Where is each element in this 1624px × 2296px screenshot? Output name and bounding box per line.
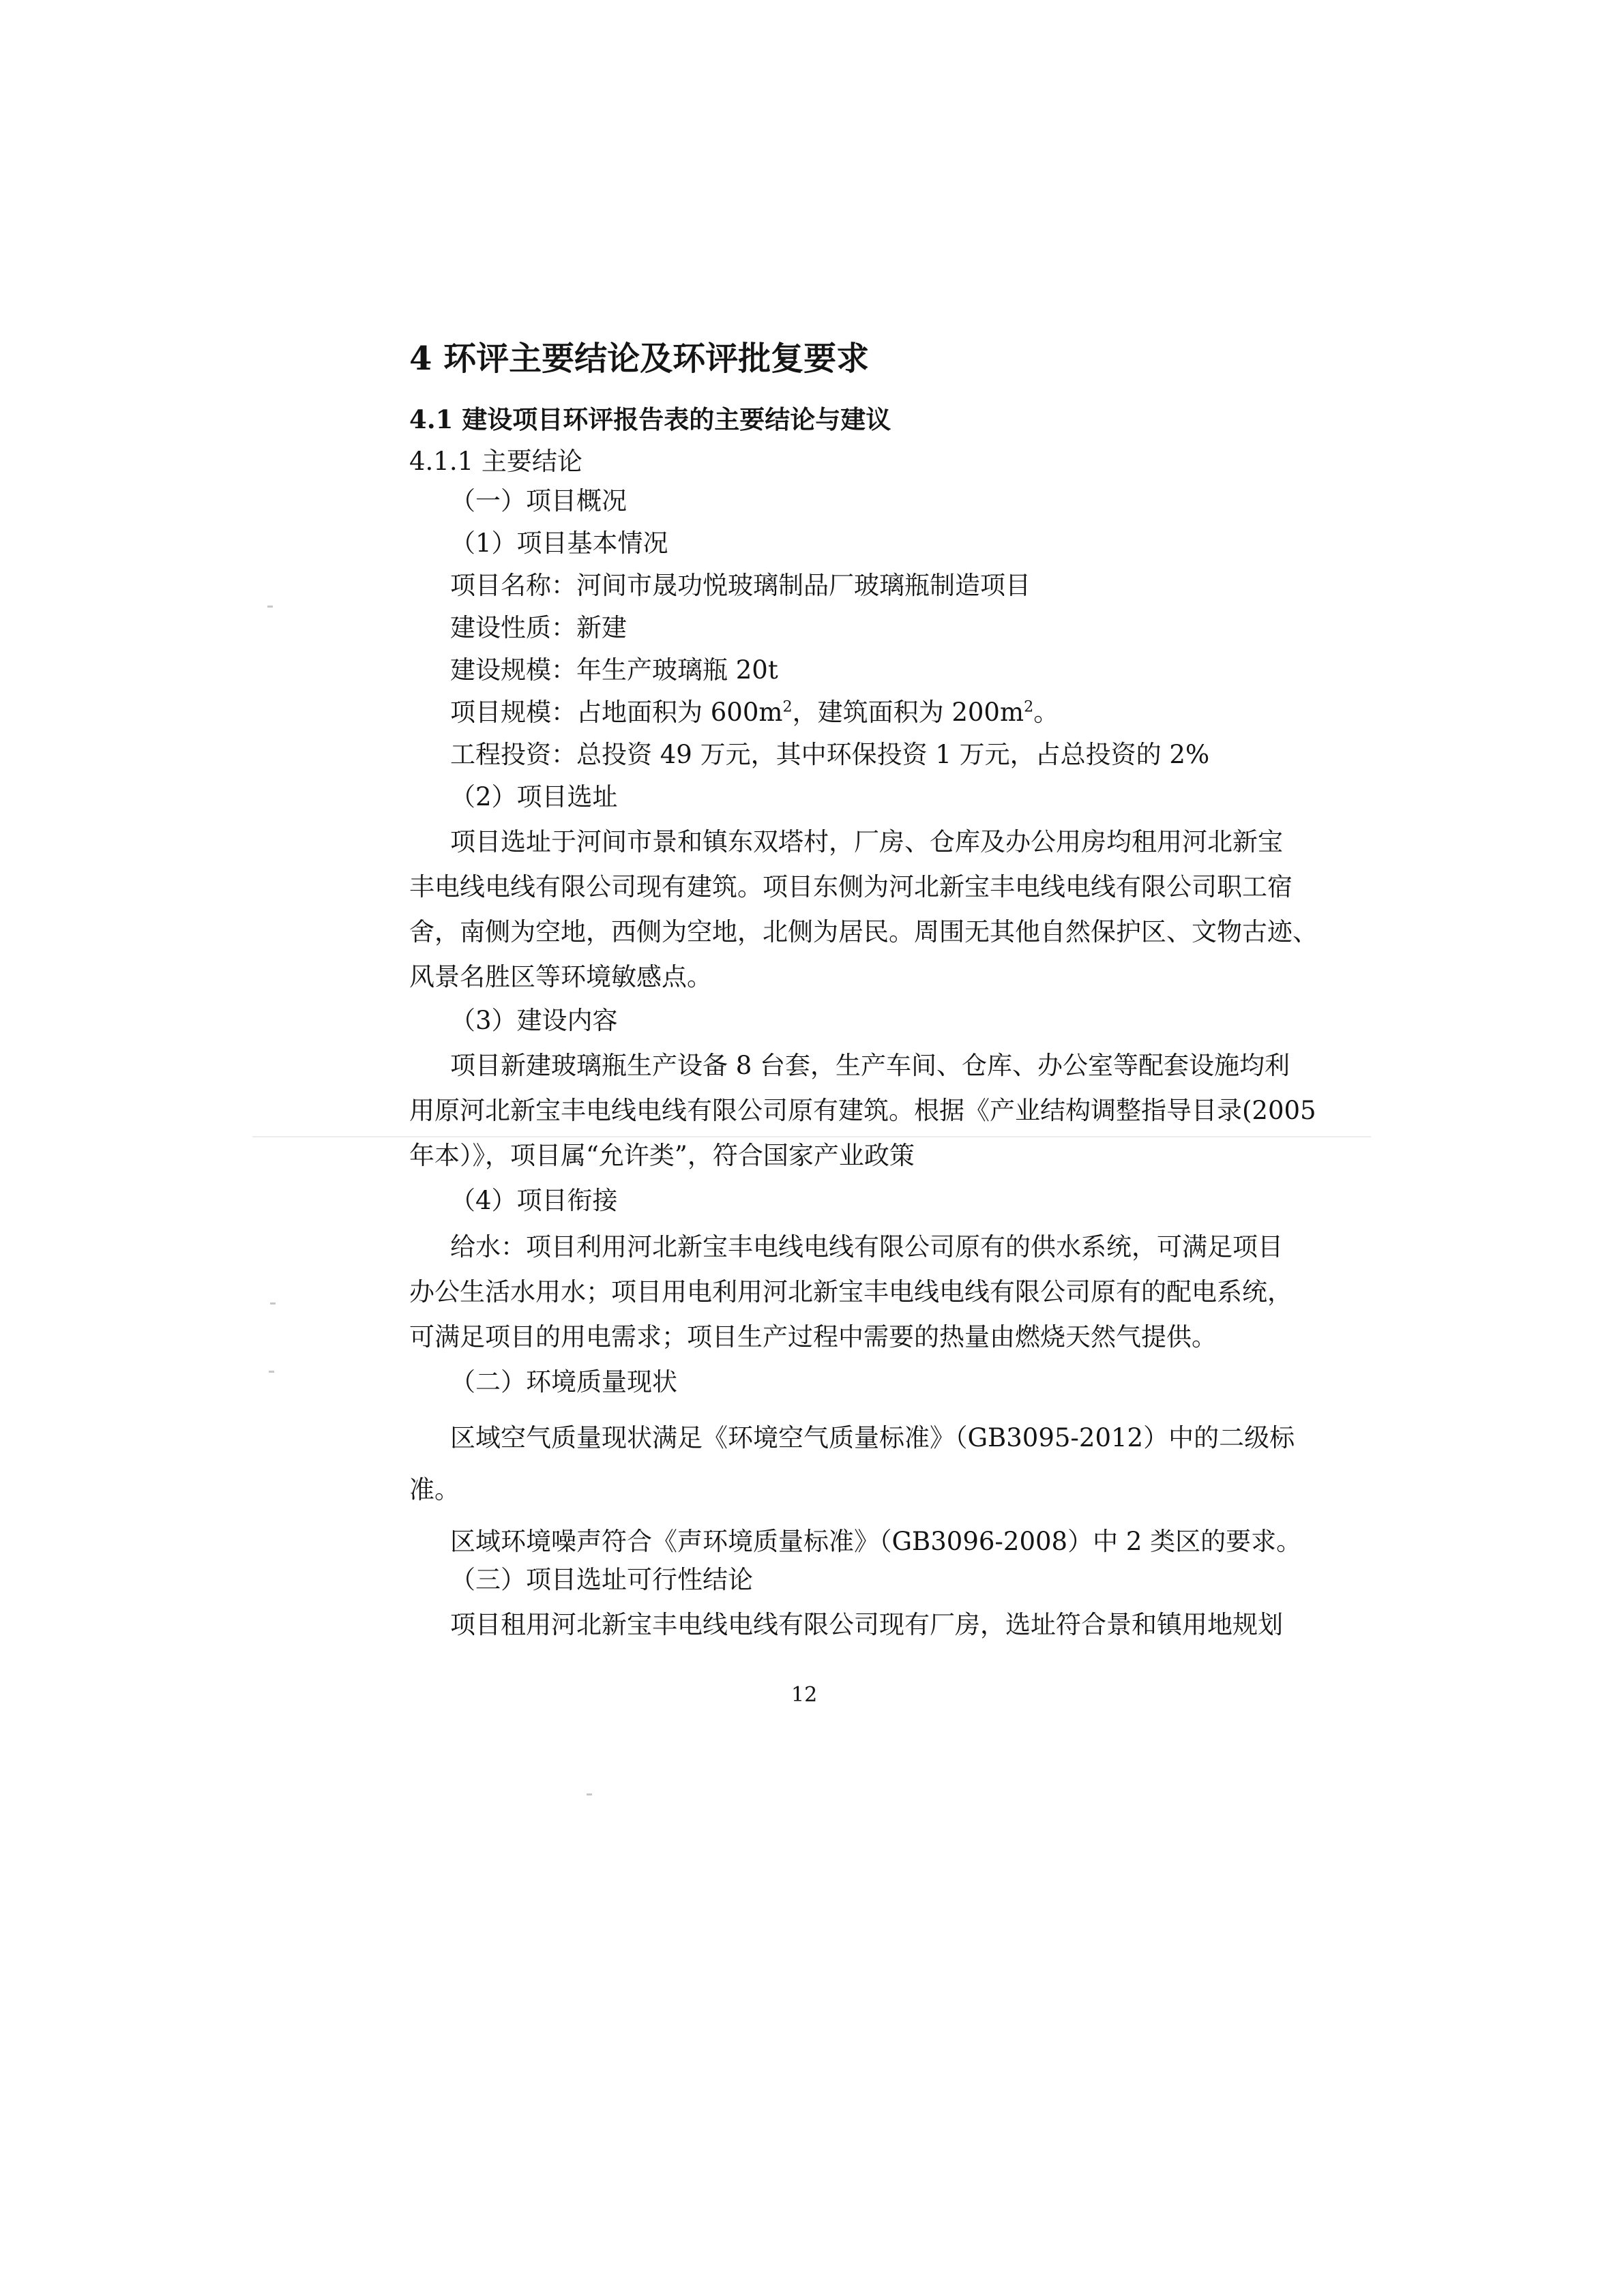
subtitle-basic-info: （1）项目基本情况 [450,528,668,558]
section-heading: 4.1 建设项目环评报告表的主要结论与建议 [409,404,891,434]
page-number: 12 [791,1683,818,1707]
subtitle-project-site: （2）项目选址 [450,782,618,811]
superscript-2: 2 [1024,698,1034,716]
scan-speck [270,1302,276,1304]
investment-line: 工程投资：总投资 49 万元，其中环保投资 1 万元，占总投资的 2% [450,740,1210,769]
paragraph-line: 区域环境噪声符合《声环境质量标准》（GB3096-2008）中 2 类区的要求。 [450,1527,1302,1556]
subtitle-project-connection: （4）项目衔接 [450,1186,618,1215]
paragraph-line: 项目新建玻璃瓶生产设备 8 台套，生产车间、仓库、办公室等配套设施均利 [450,1051,1290,1080]
scan-artifact-line [252,1136,1371,1137]
paragraph-line: 办公生活水用水；项目用电利用河北新宝丰电线电线有限公司原有的配电系统， [409,1277,1293,1307]
project-scale-line [450,697,1059,728]
paragraph-line: 舍，南侧为空地，西侧为空地，北侧为居民。周围无其他自然保护区、文物古迹、 [409,917,1318,946]
construction-scale-line: 建设规模：年生产玻璃瓶 20t [450,655,778,685]
construction-nature-line: 建设性质：新建 [450,613,627,642]
paragraph-line: 年本）》，项目属“允许类”，符合国家产业政策 [409,1141,915,1170]
project-scale-middle: ，建筑面积为 200m [792,698,1024,727]
scan-speck [269,1371,274,1373]
paragraph-line: 可满足项目的用电需求；项目生产过程中需要的热量由燃烧天然气提供。 [409,1322,1217,1352]
paragraph-line: 区域空气质量现状满足《环境空气质量标准》（GB3095-2012）中的二级标 [450,1423,1295,1452]
paragraph-line: 风景名胜区等环境敏感点。 [409,962,712,992]
project-name-line: 项目名称：河间市晟功悦玻璃制品厂玻璃瓶制造项目 [450,571,1031,600]
subtitle-environment-quality: （二）环境质量现状 [450,1367,677,1397]
chapter-heading: 4 环评主要结论及环评批复要求 [409,340,870,378]
paragraph-line: 准。 [409,1475,460,1504]
subtitle-project-overview: （一）项目概况 [450,486,627,516]
project-scale-prefix: 项目规模：占地面积为 600m [450,698,783,727]
project-scale-suffix: 。 [1033,698,1059,727]
scan-speck [267,606,273,608]
paragraph-line: 项目选址于河间市景和镇东双塔村，厂房、仓库及办公用房均租用河北新宝 [450,827,1283,856]
paragraph-line: 丰电线电线有限公司现有建筑。项目东侧为河北新宝丰电线电线有限公司职工宿 [409,872,1293,901]
subtitle-construction-content: （3）建设内容 [450,1006,618,1035]
subtitle-site-feasibility: （三）项目选址可行性结论 [450,1565,753,1594]
paragraph-line: 给水：项目利用河北新宝丰电线电线有限公司原有的供水系统，可满足项目 [450,1232,1283,1262]
scan-speck [587,1793,592,1795]
paragraph-line: 项目租用河北新宝丰电线电线有限公司现有厂房，选址符合景和镇用地规划 [450,1610,1283,1639]
subsection-heading: 4.1.1 主要结论 [409,447,582,476]
paragraph-line: 用原河北新宝丰电线电线有限公司原有建筑。根据《产业结构调整指导目录(2005 [409,1096,1316,1125]
superscript-2: 2 [782,698,793,716]
